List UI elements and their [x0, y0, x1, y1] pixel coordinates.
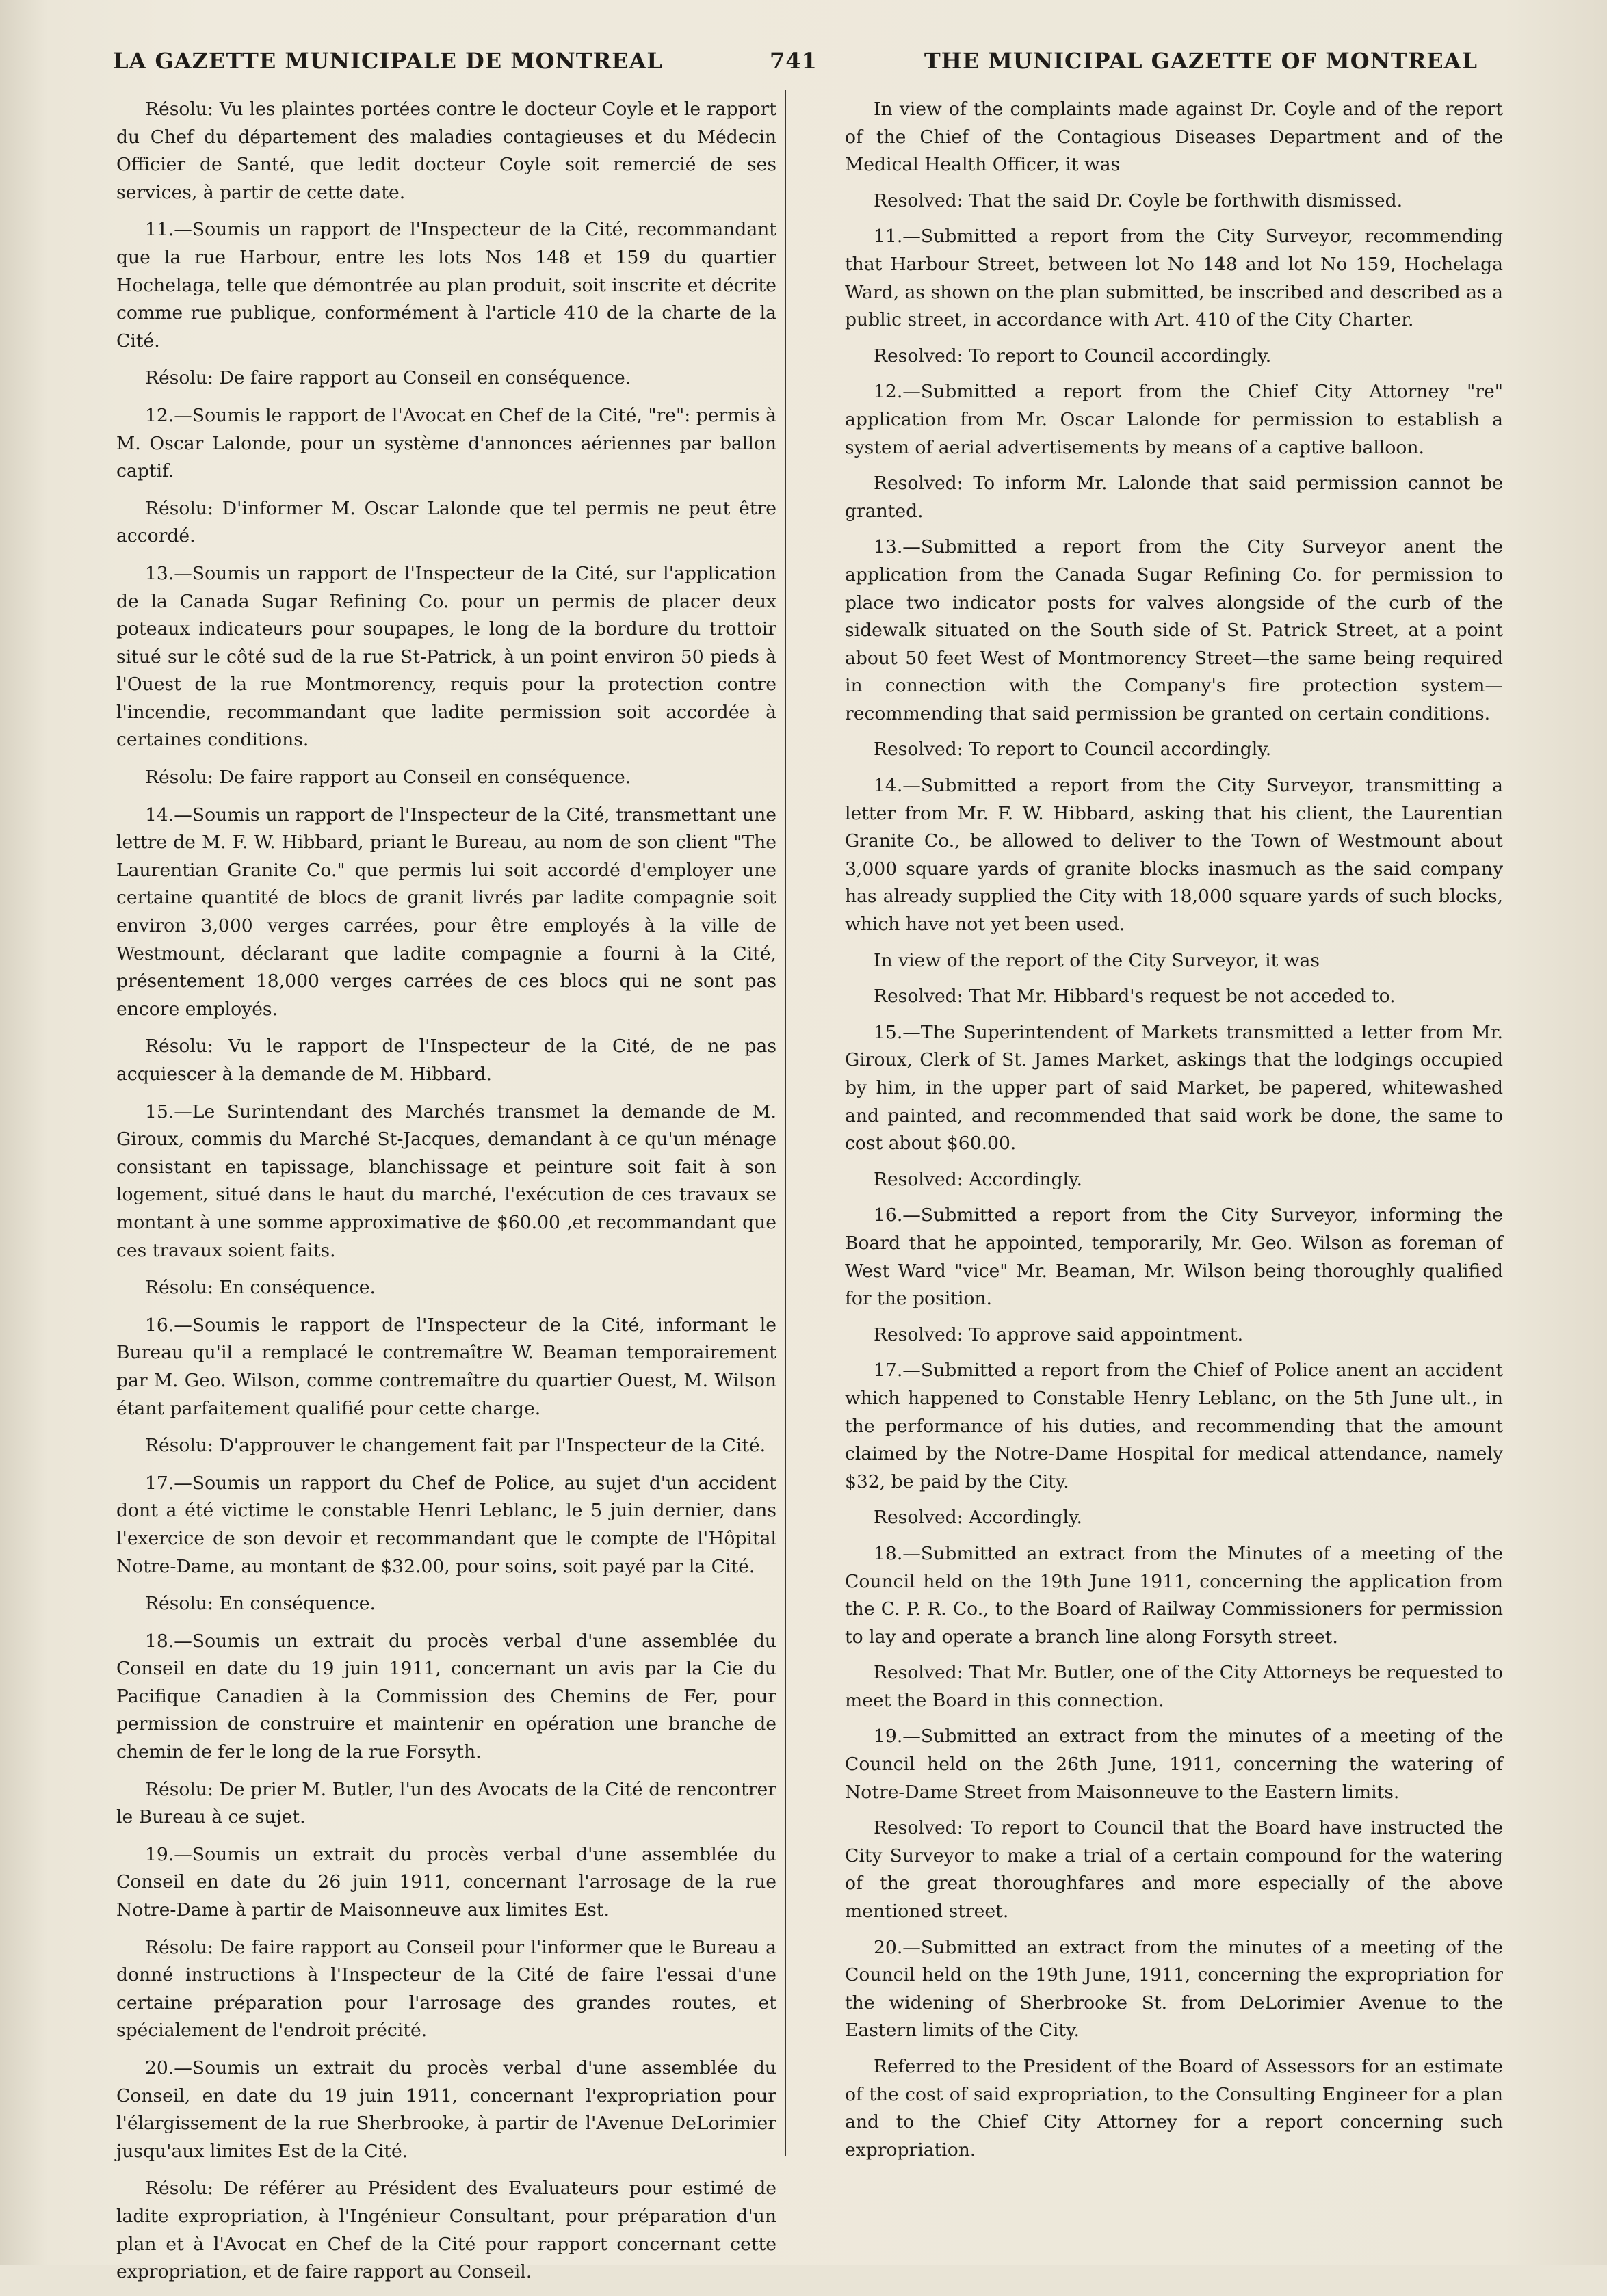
en-paragraph-2: Resolved: That the said Dr. Coyle be forthwith dismissed. [874, 189, 1403, 211]
fr-paragraph-5: Résolu: D'informer M. Oscar Lalonde que tel permis ne peut être accordé. [116, 497, 776, 547]
fr-paragraph-7: Résolu: De faire rapport au Conseil en conséquence. [145, 767, 631, 789]
en-paragraph-6: Resolved: To inform Mr. Lalonde that said permission cannot be granted. [845, 473, 1503, 522]
en-paragraph-18: 18.—Submitted an extract from the Minutes of a meeting of the Council held on the 19th June 1911, concerning the application from the C. P. R. Co., to the Board of Railway Commissioners for permission to lay and operate a branch line along Forsyth street. [845, 1542, 1503, 1648]
page-header [113, 44, 1478, 78]
fr-paragraph-18: 19.—Soumis un extrait du procès verbal d'une assemblée du Conseil en date du 26 juin 1911, concernant l'arrosage de la rue Notre-Dame à partir de Maisonneuve aux limites Est. [116, 1843, 776, 1921]
en-paragraph-1: In view of the complaints made against Dr. Coyle and of the report of the Chief of the Contagious Diseases Department and of the Medical Health Officer, it was [845, 98, 1503, 176]
fr-paragraph-9: Résolu: Vu le rapport de l'Inspecteur de la Cité, de ne pas acquiescer à la demande de M. Hibbard. [116, 1035, 776, 1085]
fr-paragraph-12: 16.—Soumis le rapport de l'Inspecteur de la Cité, informant le Bureau qu'il a remplacé le contremaître W. Beaman temporairement par M. Geo. Wilson, comme contremaître du quartier Ouest, M. Wilson étant parfaitement qualifié pour cette charge. [116, 1314, 776, 1419]
fr-paragraph-4: 12.—Soumis le rapport de l'Avocat en Chef de la Cité, "re": permis à M. Oscar Lalonde, pour un système d'annonces aériennes par ballon captif. [116, 404, 776, 482]
fr-paragraph-17: Résolu: De prier M. Butler, l'un des Avocats de la Cité de rencontrer le Bureau à ce sujet. [116, 1778, 776, 1828]
en-paragraph-5: 12.—Submitted a report from the Chief City Attorney "re" application from Mr. Oscar Lalonde for permission to establish a system of aerial advertisements by means of a captive balloon. [845, 381, 1503, 458]
en-paragraph-4: Resolved: To report to Council accordingly. [874, 345, 1272, 367]
header-english-title: THE MUNICIPAL GAZETTE OF MONTREAL [924, 48, 1478, 74]
fr-paragraph-10: 15.—Le Surintendant des Marchés transmet la demande de M. Giroux, commis du Marché St-Jacques, demandant à ce qu'un ménage consistant en tapissage, blanchissage et peinture soit fait à son logement, situé dans le haut du marché, l'exécution de ces travaux se montant à une somme approximative de $60.00 ,et recommandant que ces travaux soient faits. [116, 1100, 776, 1261]
fr-paragraph-16: 18.—Soumis un extrait du procès verbal d'une assemblée du Conseil en date du 19 juin 1911, concernant un avis par la Cie du Pacifique Canadien à la Commission des Chemins de Fer, pour permission de construire et maintenir en opération une branche de chemin de fer le long de la rue Forsyth. [116, 1630, 776, 1763]
en-paragraph-3: 11.—Submitted a report from the City Surveyor, recommending that Harbour Street, between lot No 148 and lot No 159, Hochelaga Ward, as shown on the plan submitted, be inscribed and described as a public street, in accordance with Art. 410 of the City Charter. [845, 226, 1503, 331]
english-column [845, 96, 1503, 2172]
fr-paragraph-21: Résolu: De référer au Président des Evaluateurs pour estimé de ladite expropriation, à l'Ingénieur Consultant, pour préparation d'un plan et à l'Avocat en Chef de la Cité pour rapport concernant cette expropriation, et de faire rapport au Conseil. [116, 2178, 776, 2283]
en-paragraph-16: 17.—Submitted a report from the Chief of Police anent an accident which happened to Constable Henry Leblanc, on the 5th June ult., in the performance of his duties, and recommending that the amount claimed by the Notre-Dame Hospital for medical attendance, namely $32, be paid by the City. [845, 1360, 1503, 1492]
en-paragraph-11: Resolved: That Mr. Hibbard's request be not acceded to. [874, 986, 1396, 1007]
en-paragraph-20: 19.—Submitted an extract from the minutes of a meeting of the Council held on the 26th June, 1911, concerning the watering of Notre-Dame Street from Maisonneuve to the Eastern limits. [845, 1726, 1503, 1803]
en-paragraph-10: In view of the report of the City Surveyor, it was [874, 949, 1320, 971]
fr-paragraph-19: Résolu: De faire rapport au Conseil pour l'informer que le Bureau a donné instructions à l'Inspecteur de la Cité de faire l'essai d'une certaine préparation pour l'arrosage des grandes routes, et spécialement de l'endroit précité. [116, 1936, 776, 2042]
french-column [116, 96, 776, 2296]
en-paragraph-7: 13.—Submitted a report from the City Surveyor anent the application from the Canada Sugar Refining Co. for permission to place two indicator posts for valves alongside of the curb of the sidewalk situated on the South side of St. Patrick Street, at a point about 50 feet West of Montmorency Street—the same being required in connection with the Company's fire protection system— recommending that said permission be granted on certain conditions. [845, 536, 1503, 724]
en-paragraph-19: Resolved: That Mr. Butler, one of the City Attorneys be requested to meet the Board in this connection. [845, 1662, 1503, 1711]
fr-paragraph-6: 13.—Soumis un rapport de l'Inspecteur de la Cité, sur l'application de la Canada Sugar Refining Co. pour un permis de placer deux poteaux indicateurs pour soupapes, le long de la bordure du trottoir situé sur le côté sud de la rue St-Patrick, à un point environ 50 pieds à l'Ouest de la rue Montmorency, requis pour la protection contre l'incendie, recommandant que ladite permission soit accordée à certaines conditions. [116, 562, 776, 751]
header-french-title: LA GAZETTE MUNICIPALE DE MONTREAL [113, 48, 663, 74]
fr-paragraph-8: 14.—Soumis un rapport de l'Inspecteur de la Cité, transmettant une lettre de M. F. W. Hibbard, priant le Bureau, au nom de son client "The Laurentian Granite Co." que permis lui soit accordé d'employer une certaine quantité de blocs de granit livrés par ladite compagnie soit environ 3,000 verges carrées, pour être employés à la ville de Westmount, déclarant que ladite compagnie a fourni à la Cité, présentement 18,000 verges carrées de ces blocs qui ne sont pas encore employés. [116, 804, 776, 1020]
en-paragraph-17: Resolved: Accordingly. [874, 1507, 1082, 1529]
fr-paragraph-15: Résolu: En conséquence. [145, 1593, 376, 1615]
fr-paragraph-1: Résolu: Vu les plaintes portées contre le docteur Coyle et le rapport du Chef du département des maladies contagieuses et du Médecin Officier de Santé, que ledit docteur Coyle soit remercié de ses services, à partir de cette date. [116, 98, 776, 203]
column-divider [785, 90, 786, 2156]
en-paragraph-14: 16.—Submitted a report from the City Surveyor, informing the Board that he appointed, temporarily, Mr. Geo. Wilson as foreman of West Ward "vice" Mr. Beaman, Mr. Wilson being thoroughly qualified for the position. [845, 1204, 1503, 1310]
fr-paragraph-14: 17.—Soumis un rapport du Chef de Police, au sujet d'un accident dont a été victime le constable Henri Leblanc, le 5 juin dernier, dans l'exercice de son devoir et recommandant que le compte de l'Hôpital Notre-Dame, au montant de $32.00, pour soins, soit payé par la Cité. [116, 1472, 776, 1577]
fr-paragraph-13: Résolu: D'approuver le changement fait par l'Inspecteur de la Cité. [145, 1435, 766, 1457]
en-paragraph-21: Resolved: To report to Council that the Board have instructed the City Surveyor to make a trial of a certain compound for the watering of the great thoroughfares and more especially of the above mentioned street. [845, 1817, 1503, 1923]
en-paragraph-23: Referred to the President of the Board of Assessors for an estimate of the cost of said expropriation, to the Consulting Engineer for a plan and to the Chief City Attorney for a report concerning such expropriation. [845, 2056, 1503, 2161]
fr-paragraph-11: Résolu: En conséquence. [145, 1277, 376, 1299]
en-paragraph-22: 20.—Submitted an extract from the minutes of a meeting of the Council held on the 19th June, 1911, concerning the expropriation for the widening of Sherbrooke St. from DeLorimier Avenue to the Eastern limits of the City. [845, 1936, 1503, 2042]
en-paragraph-13: Resolved: Accordingly. [874, 1168, 1082, 1190]
en-paragraph-8: Resolved: To report to Council accordingly. [874, 739, 1272, 761]
en-paragraph-9: 14.—Submitted a report from the City Surveyor, transmitting a letter from Mr. F. W. Hibbard, asking that his client, the Laurentian Granite Co., be allowed to deliver to the Town of Westmount about 3,000 square yards of granite blocks inasmuch as the said company has already supplied the City with 18,000 square yards of such blocks, which have not yet been used. [845, 775, 1503, 936]
en-paragraph-12: 15.—The Superintendent of Markets transmitted a letter from Mr. Giroux, Clerk of St. James Market, askings that the lodgings occupied by him, in the upper part of said Market, be papered, whitewashed and painted, and recommended that said work be done, the same to cost about $60.00. [845, 1021, 1503, 1154]
fr-paragraph-2: 11.—Soumis un rapport de l'Inspecteur de la Cité, recommandant que la rue Harbour, entre les lots Nos 148 et 159 du quartier Hochelaga, telle que démontrée au plan produit, soit inscrite et décrite comme rue publique, conformément à l'article 410 de la charte de la Cité. [116, 219, 776, 352]
page-number: 741 [770, 48, 818, 74]
fr-paragraph-20: 20.—Soumis un extrait du procès verbal d'une assemblée du Conseil, en date du 19 juin 1911, concernant l'expropriation pour l'élargissement de la rue Sherbrooke, à partir de l'Avenue DeLorimier jusqu'aux limites Est de la Cité. [116, 2057, 776, 2162]
fr-paragraph-3: Résolu: De faire rapport au Conseil en conséquence. [145, 367, 631, 389]
en-paragraph-15: Resolved: To approve said appointment. [874, 1323, 1244, 1345]
